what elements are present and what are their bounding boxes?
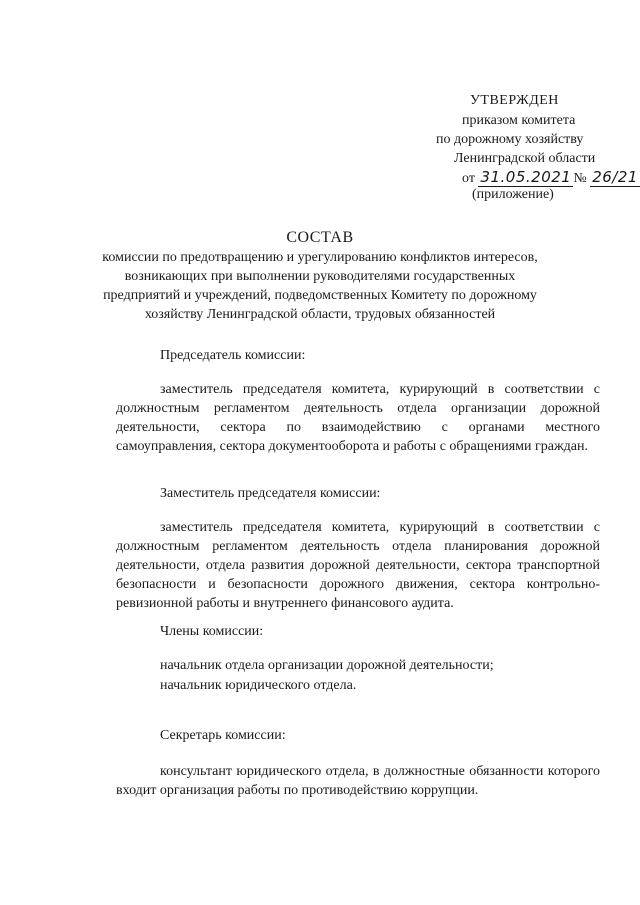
- document-title: СОСТАВ: [286, 229, 354, 246]
- date-field: [478, 168, 573, 187]
- approval-region: Ленинградской области: [454, 151, 596, 166]
- member-item-2: начальник юридического отдела.: [160, 678, 357, 693]
- deputy-section: [116, 518, 600, 613]
- deputy-text: заместитель председателя комитета, курирующий в соответствии с должностным регламентом деятельность отдела планирования дорожной деятельности, отдела развития дорожной деятельности, сектора транспортной безопасности и безопасности дорожного движения, сектора контрольно-ревизионной работы и внутреннего финансового аудита.: [116, 520, 600, 611]
- handwritten-date: 31.05.2021: [480, 168, 572, 186]
- chair-section: [116, 380, 600, 456]
- title-subline-3: предприятий и учреждений, подведомственных Комитету по дорожному: [103, 288, 537, 303]
- title-subline-4: хозяйству Ленинградской области, трудовых обязанностей: [144, 307, 496, 322]
- approval-title: УТВЕРЖДЕН: [470, 93, 559, 108]
- number-field: [590, 168, 640, 187]
- member-item-1: начальник отдела организации дорожной деятельности;: [160, 658, 494, 673]
- secretary-text: консультант юридического отдела, в должностные обязанности которого входит организация работы по противодействию коррупции.: [116, 764, 600, 798]
- number-sign: №: [573, 171, 587, 186]
- approval-order: приказом комитета: [462, 113, 576, 128]
- secretary-section: [116, 762, 600, 800]
- approval-block: [0, 0, 640, 215]
- approval-committee: по дорожному хозяйству: [436, 132, 584, 147]
- deputy-heading: Заместитель председателя комиссии:: [160, 486, 381, 501]
- title-subline-1: комиссии по предотвращению и урегулированию конфликтов интересов,: [102, 250, 538, 265]
- approval-appendix: (приложение): [472, 187, 554, 202]
- members-heading: Члены комиссии:: [160, 624, 264, 639]
- secretary-heading: Секретарь комиссии:: [160, 728, 286, 743]
- approval-date-line: [462, 168, 640, 188]
- handwritten-number: 26/21: [592, 168, 638, 186]
- date-prefix: от: [462, 171, 475, 186]
- title-subline-2: возникающих при выполнении руководителями государственных: [124, 269, 516, 284]
- chair-heading: Председатель комиссии:: [160, 348, 306, 363]
- chair-text: заместитель председателя комитета, курирующий в соответствии с должностным регламентом деятельность отдела организации дорожной деятельности, сектора по взаимодействию с органами местного самоуправления, сектора документооборота и работы с обращениями граждан.: [116, 382, 600, 454]
